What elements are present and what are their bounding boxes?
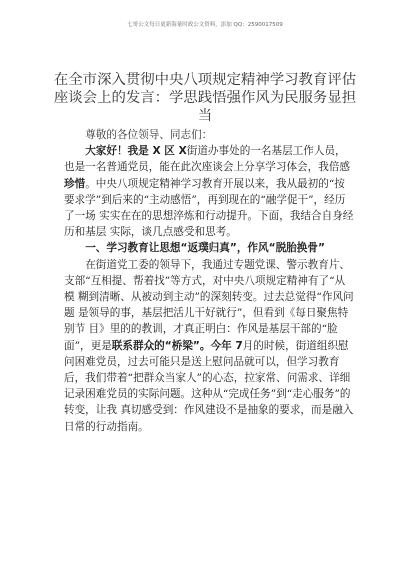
intro-text-1: 街道办事处的一名基层工作人员，也是一名普通党员，能在此次座谈会上分享学习体会，我倍感 [64, 145, 351, 174]
section-1-paragraph [64, 257, 355, 435]
document-body [64, 127, 355, 435]
intro-text-2: 。中央八项规定精神学习教育开展以来，我从最初的“按要求学”到后来的“主动感悟”，再到现在的“融学促干”，经历了一场 实实在在的思想淬炼和行动提升。下面，我结合自身经历和基层 实际，谈几点感受和思考。 [64, 177, 354, 239]
section-1-text-2: 月的时候，街道组织慰问困难党员，过去可能只是送上慰问品就可以，但学习教育后，我们带着“把群众当家人”的心态，拉家常、问需求、详细记录困难党员的实际问题。这种从“完成任务”到“走心服务”的转变，让我 真切感受到：作风建设不是抽象的要求，而是融入日常的行动指南。 [64, 339, 354, 433]
section-1-bold: 联系群众的“桥梁”。今年 7 [111, 339, 243, 352]
page-header-note: 七哥公文每日更新海量时政公文资料，添加 QQ：2590017509 [127, 22, 283, 28]
section-1-heading: 一、学习教育让思想“返璞归真”，作风“脱胎换骨” [85, 242, 325, 255]
intro-lead: 大家好！我是 X 区 X [85, 145, 187, 158]
document-title: 在全市深入贯彻中央八项规定精神学习教育评估座谈会上的发言：学思践悟强作风为民服务显担当 [53, 72, 357, 124]
intro-bold-word: 珍惜 [64, 177, 86, 190]
greeting: 尊敬的各位领导、同志们： [85, 129, 213, 141]
section-1-text-1: 在街道党工委的领导下，我通过专题党课、警示教育片、支部“互相提、帮着找”等方式，对中央八项规定精神有了“从模 糊到清晰、从被动到主动”的深刻转变。过去总觉得“作风问题 是领导的事，基层把活儿干好就行”，但看到《每日聚焦特别节 目》里的的教训，才真正明白：作风是基层干部的“脸面”，更是 [64, 258, 354, 352]
intro-paragraph [64, 143, 355, 240]
